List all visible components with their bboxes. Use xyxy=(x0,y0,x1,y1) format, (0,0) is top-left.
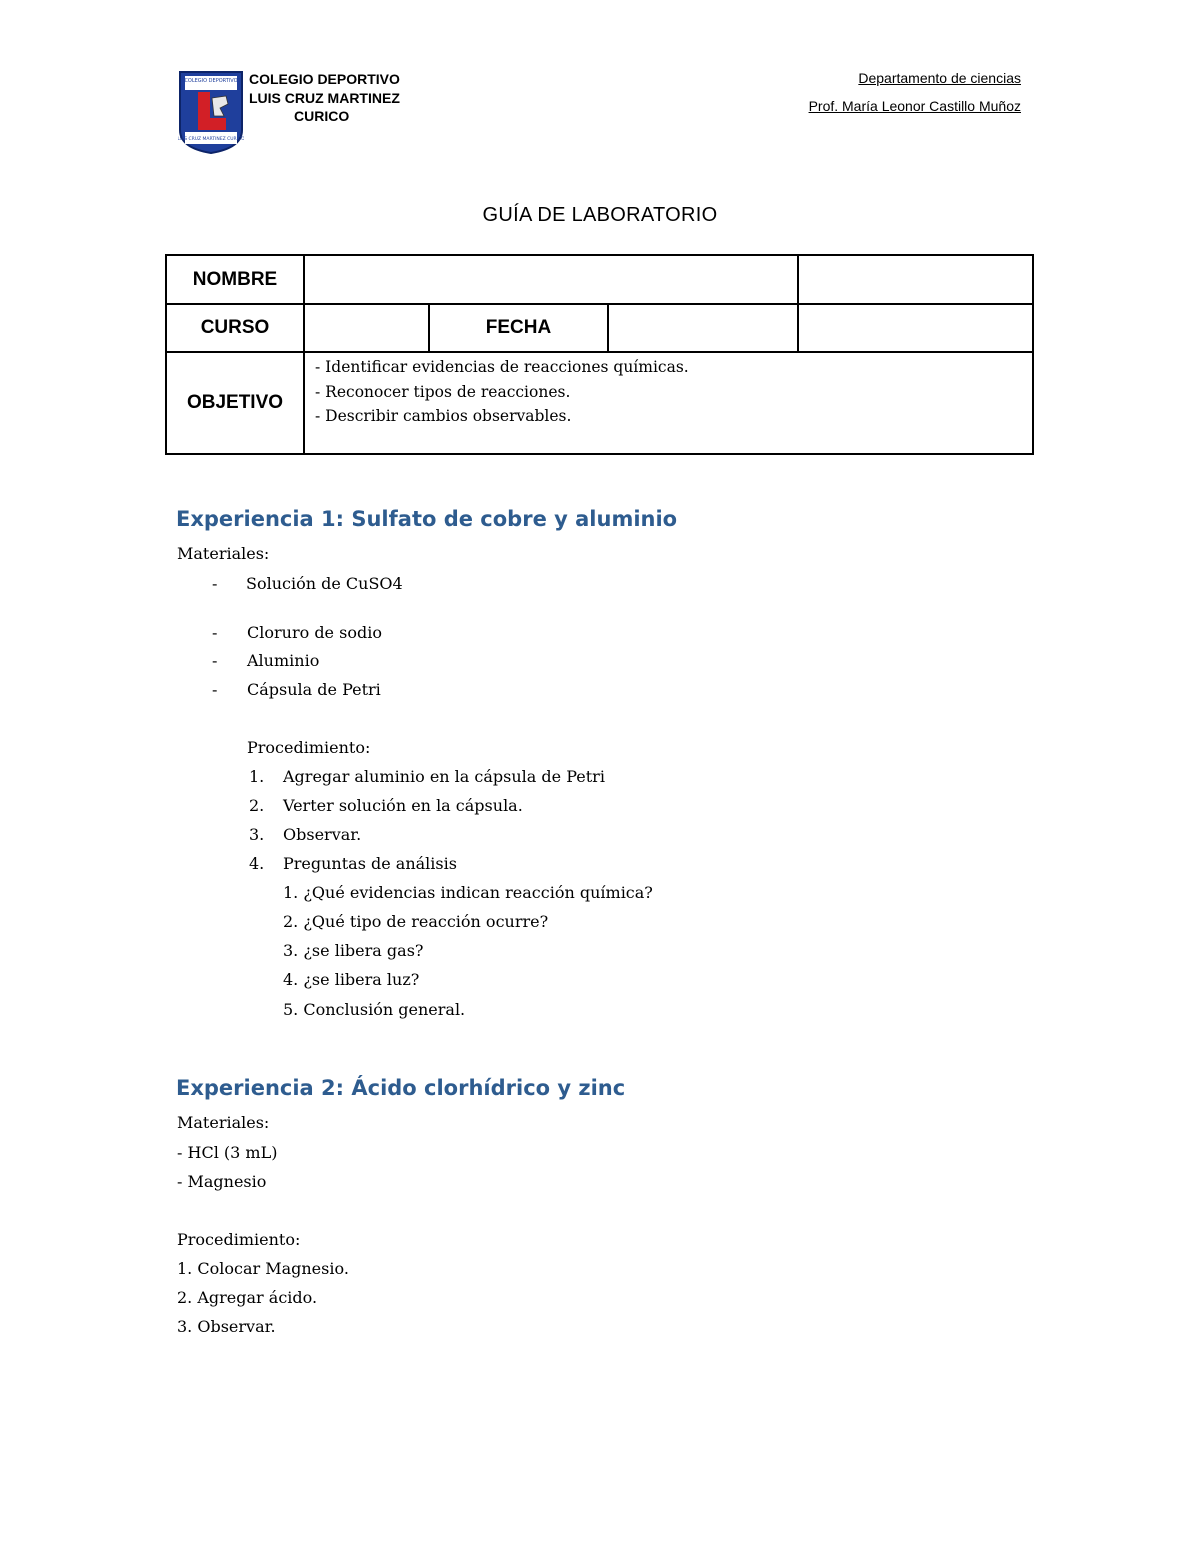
school-name xyxy=(249,70,400,126)
curso-field[interactable] xyxy=(305,305,428,351)
objetivo-item: - Describir cambios observables. xyxy=(315,407,572,425)
exp2-material-item: - Magnesio xyxy=(177,1172,267,1191)
department-name: Departamento de ciencias xyxy=(858,70,1021,86)
exp1-heading: Experiencia 1: Sulfato de cobre y aluminio xyxy=(176,507,678,531)
exp1-question: 5. Conclusión general. xyxy=(283,1000,466,1019)
logo-text-top: COLEGIO DEPORTIVO xyxy=(184,78,238,84)
exp1-material-item: Cápsula de Petri xyxy=(247,680,381,699)
fecha-field[interactable] xyxy=(609,305,797,351)
exp1-step-text: Observar. xyxy=(283,825,362,844)
logo-text-bottom: LUIS CRUZ MARTINEZ CURICO xyxy=(178,137,244,142)
exp2-procedimiento-label: Procedimiento: xyxy=(177,1230,301,1249)
nombre-label: NOMBRE xyxy=(192,268,278,290)
exp2-material-item: - HCl (3 mL) xyxy=(177,1143,278,1162)
fecha-label: FECHA xyxy=(485,317,552,338)
exp1-materiales-label: Materiales: xyxy=(177,544,270,563)
curso-extra-field[interactable] xyxy=(799,305,1032,351)
page-title: GUÍA DE LABORATORIO xyxy=(482,204,718,226)
exp2-heading: Experiencia 2: Ácido clorhídrico y zinc xyxy=(176,1076,626,1100)
exp1-step-text: Agregar aluminio en la cápsula de Petri xyxy=(283,767,605,786)
exp2-step: 3. Observar. xyxy=(177,1317,276,1336)
school-line-1: COLEGIO DEPORTIVO xyxy=(249,71,400,87)
nombre-extra-field[interactable] xyxy=(799,256,1032,303)
department-info xyxy=(809,70,1021,114)
objetivo-label: OBJETIVO xyxy=(186,392,284,413)
exp2-materiales-label: Materiales: xyxy=(177,1113,270,1132)
exp1-step-number: 2. xyxy=(249,796,265,815)
exp1-material-item: Solución de CuSO4 xyxy=(246,574,403,593)
professor-name: Prof. María Leonor Castillo Muñoz xyxy=(808,98,1021,114)
exp1-step-text: Preguntas de análisis xyxy=(283,854,457,873)
bullet: - xyxy=(212,680,218,699)
bullet: - xyxy=(212,574,218,593)
exp1-step-number: 4. xyxy=(249,854,265,873)
school-line-3: CURICO xyxy=(294,108,350,124)
nombre-field[interactable] xyxy=(305,256,797,303)
exp1-step-number: 3. xyxy=(249,825,265,844)
exp1-step-text: Verter solución en la cápsula. xyxy=(283,796,523,815)
exp1-procedimiento-label: Procedimiento: xyxy=(247,738,371,757)
school-line-2: LUIS CRUZ MARTINEZ xyxy=(249,89,400,106)
exp1-question: 3. ¿se libera gas? xyxy=(283,941,424,960)
exp2-step: 2. Agregar ácido. xyxy=(177,1288,318,1307)
student-info-table xyxy=(165,254,1034,455)
exp1-question: 4. ¿se libera luz? xyxy=(283,970,420,989)
exp1-question: 1. ¿Qué evidencias indican reacción química? xyxy=(283,883,653,902)
exp1-step-number: 1. xyxy=(249,767,265,786)
objetivo-item: - Identificar evidencias de reacciones químicas. xyxy=(315,358,689,376)
exp1-question: 2. ¿Qué tipo de reacción ocurre? xyxy=(283,912,549,931)
exp2-step: 1. Colocar Magnesio. xyxy=(177,1259,349,1278)
bullet: - xyxy=(212,651,218,670)
curso-label: CURSO xyxy=(200,317,270,338)
objetivo-item: - Reconocer tipos de reacciones. xyxy=(315,382,571,401)
school-logo xyxy=(178,70,244,154)
objetivo-list xyxy=(315,355,1025,429)
bullet: - xyxy=(212,623,218,642)
exp1-material-item: Aluminio xyxy=(247,651,320,670)
exp1-material-item: Cloruro de sodio xyxy=(247,623,382,642)
